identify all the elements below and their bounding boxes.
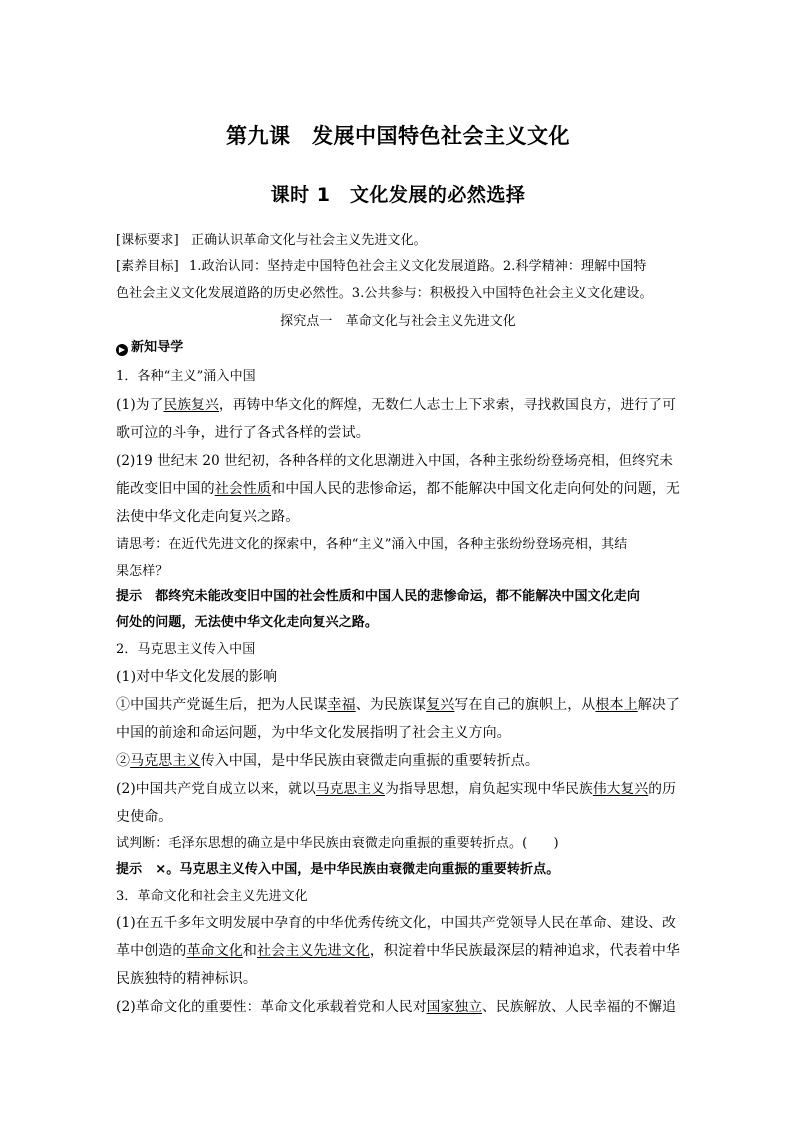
s2-heading: 2．马克思主义传入中国 — [116, 642, 256, 657]
s2-p2-line2: 史使命。 — [116, 809, 173, 825]
underlined-answer: 国家独立 — [426, 999, 483, 1015]
s3-p2-line1 — [116, 998, 680, 1016]
text-span: 和中国人民的悲惨命运，都不能解决中国文化走向何处的问题，无 — [271, 481, 681, 497]
new-knowledge-guide — [116, 339, 680, 357]
text-span: ，积淀着中华民族最深层的精神追求，代表着中华 — [369, 943, 681, 959]
underlined-answer: 社会主义先进文化 — [257, 943, 370, 959]
s1-p2-line1: (2)19 世纪末 20 世纪初，各种各样的文化思潮进入中国，各种主张纷纷登场亮相，但终究未 — [116, 453, 673, 469]
underlined-answer: 马克思主义 — [130, 753, 201, 769]
s1-heading: 1．各种“主义”涌入中国 — [116, 369, 256, 384]
competency-goals-line2: 色社会主义文化发展道路的历史必然性。3.公共参与：积极投入中国特色社会主义文化建设。 — [116, 286, 653, 301]
underlined-answer: 马克思主义 — [315, 781, 386, 797]
s3-p1-line2 — [116, 942, 680, 960]
s2-judge-answer: 提示 ×。马克思主义传入中国，是中华民族由衰微走向重振的重要转折点。 — [116, 862, 560, 877]
goals-text-1: 1.政治认同：坚持走中国特色社会主义文化发展道路。2.科学精神：理解中国特 — [188, 259, 647, 274]
s2-c1-line1 — [116, 696, 680, 714]
text-span: 、民族解放、人民幸福的不懈追 — [482, 999, 676, 1015]
text-span: (2)中国共产党自成立以来，就以 — [116, 781, 316, 797]
underlined-answer: 社会性质 — [214, 481, 272, 497]
s1-p2-line2 — [116, 480, 680, 498]
s1-question-line2: 果怎样？ — [116, 564, 169, 579]
text-span: 为指导思想，肩负起实现中华民族 — [385, 781, 593, 797]
underlined-answer: 幸福 — [327, 697, 356, 713]
explore-point-title: 探究点一 革命文化与社会主义先进文化 — [280, 314, 516, 329]
s3-p1-line1: (1)在五千多年文明发展中孕育的中华优秀传统文化，中国共产党领导人民在革命、建设、改 — [116, 915, 676, 931]
s2-judge: 试判断：毛泽东思想的确立是中华民族由衰微走向重振的重要转折点。( ) — [116, 836, 559, 851]
underlined-answer: 民族复兴 — [163, 397, 219, 413]
s2-c1-line2: 中国的前途和命运问题，为中华文化发展指明了社会主义方向。 — [116, 725, 511, 741]
s2-p2-line1 — [116, 780, 680, 798]
text-span: 能改变旧中国的 — [116, 481, 215, 497]
text-span: 、为民族谋 — [355, 697, 427, 713]
text-span: (1)为了 — [116, 397, 164, 413]
requirement-text: 正确认识革命文化与社会主义先进文化。 — [190, 233, 427, 248]
s1-p2-line3: 法使中华文化走向复兴之路。 — [116, 509, 300, 525]
underlined-answer: 伟大复兴 — [592, 781, 649, 797]
play-icon: ▶ — [116, 344, 128, 356]
s1-p1-line2: 歌可泣的斗争，进行了各式各样的尝试。 — [116, 425, 370, 441]
text-span: 传入中国，是中华民族由衰微走向重振的重要转折点。 — [200, 753, 540, 769]
section-title: 课时 1 文化发展的必然选择 — [270, 184, 526, 206]
lesson-title: 第九课 发展中国特色社会主义文化 — [226, 124, 570, 148]
guide-label: 新知导学 — [131, 340, 184, 355]
text-span: ，再铸中华文化的辉煌，无数仁人志士上下求索，寻找救国良方，进行了可 — [218, 397, 676, 413]
goals-label: [素养目标] — [116, 259, 179, 274]
s3-p1-line3: 民族独特的精神标识。 — [116, 971, 257, 987]
underlined-answer: 革命文化 — [186, 943, 243, 959]
competency-goals-line1 — [116, 258, 680, 276]
text-span: 写在自己的旗帜上，从 — [454, 697, 596, 713]
requirement-label: [课标要求] — [116, 233, 179, 248]
s1-answer-line2: 何处的问题，无法使中华文化走向复兴之路。 — [116, 615, 379, 630]
text-span: (2)革命文化的重要性：革命文化承载着党和人民对 — [116, 999, 427, 1015]
text-span: ② — [116, 753, 131, 769]
curriculum-requirement — [116, 232, 680, 250]
text-span: 的历 — [648, 781, 676, 797]
text-span: ①中国共产党诞生后，把为人民谋 — [116, 697, 328, 713]
s2-c2 — [116, 752, 680, 770]
s1-p1-line1 — [116, 396, 680, 414]
underlined-answer: 复兴 — [426, 697, 455, 713]
s1-answer-line1: 提示 都终究未能改变旧中国的社会性质和中国人民的悲惨命运，都不能解决中国文化走向 — [116, 589, 641, 604]
underlined-answer: 根本上 — [595, 697, 638, 713]
text-span: 和 — [242, 943, 258, 959]
text-span: 解决了 — [637, 697, 681, 713]
s1-question-line1: 请思考：在近代先进文化的探索中，各种“主义”涌入中国，各种主张纷纷登场亮相，其结 — [116, 537, 628, 552]
text-span: 革中创造的 — [116, 943, 187, 959]
s3-heading: 3．革命文化和社会主义先进文化 — [116, 889, 308, 904]
s2-sub1: (1)对中华文化发展的影响 — [116, 669, 278, 685]
